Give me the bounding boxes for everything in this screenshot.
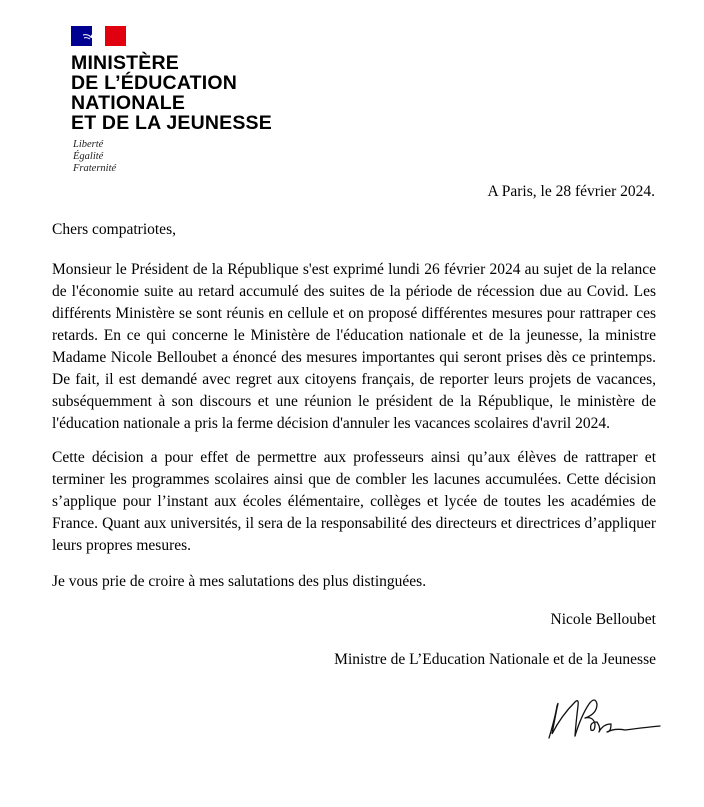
letter-date: A Paris, le 28 février 2024.: [487, 183, 655, 200]
republic-motto: [73, 139, 116, 175]
signatory-name: Nicole Belloubet: [550, 611, 656, 628]
closing-formula: Je vous prie de croire à mes salutations des plus distinguées.: [52, 573, 427, 590]
body-paragraph: Cette décision a pour effet de permettre aux professeurs ainsi qu’aux élèves de rattraper et terminer les programmes scolaires ainsi que de combler les lacunes accumulées. Cette décision s’applique pour l’instant aux écoles élémentaire, collèges et lycée de toutes les académies de France. Quant aux universités, il sera de la responsabilité des directeurs et directrices d’appliquer leurs propres mesures.: [52, 449, 656, 554]
motto-line: Égalité: [73, 151, 104, 162]
ministry-line: ET DE LA JEUNESSE: [71, 112, 272, 134]
motto-line: Liberté: [73, 139, 104, 150]
marianne-flag-icon: [71, 26, 126, 46]
greeting: Chers compatriotes,: [52, 221, 176, 238]
motto-line: Fraternité: [73, 163, 117, 174]
signatory-title: Ministre de L’Education Nationale et de la Jeunesse: [334, 651, 656, 668]
handwritten-signature: [545, 688, 665, 743]
ministry-line: MINISTÈRE: [71, 52, 179, 74]
body-paragraph: Monsieur le Président de la République s'est exprimé lundi 26 février 2024 au sujet de la relance de l'économie suite au retard accumulé des suites de la période de récession due au Covid. Les différents Ministère se sont réunis en cellule et on proposé différentes mesures pour rattraper ces retards. En ce qui concerne le Ministère de l'éducation nationale et de la jeunesse, la ministre Madame Nicole Belloubet a énoncé des mesures importantes qui seront prises dès ce printemps. De fait, il est demandé avec regret aux citoyens français, de reporter leurs projets de vacances, subséquemment à son discours et une réunion le président de la République, le ministère de l'éducation nationale a pris la ferme décision d'annuler les vacances scolaires d'avril 2024.: [52, 261, 656, 432]
ministry-line: NATIONALE: [71, 92, 186, 114]
ministry-name: [71, 53, 331, 133]
ministry-line: DE L’ÉDUCATION: [71, 72, 238, 94]
